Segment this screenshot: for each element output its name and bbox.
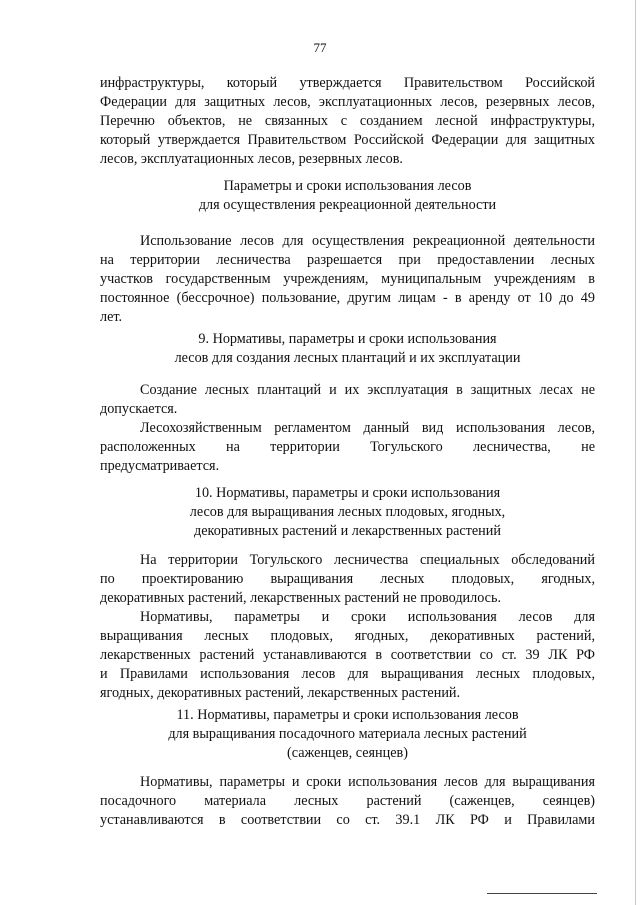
- text-line: расположенных на территории Тогульского лесничества, не: [100, 439, 595, 455]
- section-body-recreation: [100, 232, 595, 327]
- text-line: Нормативы, параметры и сроки использования лесов для выращивания: [140, 774, 595, 790]
- text-line: лет.: [100, 309, 123, 325]
- text-line: Создание лесных плантаций и их эксплуатация в защитных лесах не: [140, 382, 595, 398]
- section-body-11: [100, 773, 595, 830]
- text-line: Федерации для защитных лесов, эксплуатационных лесов, резервных лесов,: [100, 94, 595, 110]
- section-body-9: [100, 381, 595, 476]
- heading-line: Параметры и сроки использования лесов: [223, 178, 472, 194]
- text-line: Перечню объектов, не связанных с созданием лесной инфраструктуры,: [100, 113, 595, 129]
- text-line: посадочного материала лесных растений (саженцев, сеянцев): [100, 793, 595, 809]
- text-line: декоративных растений, лекарственных растений не проводилось.: [100, 590, 501, 606]
- text-line: участков государственным учреждениям, муниципальным учреждениям в: [100, 271, 595, 287]
- section-heading-11: [100, 706, 595, 763]
- section-heading-10: [100, 484, 595, 541]
- heading-line: 11. Нормативы, параметры и сроки использования лесов: [176, 707, 519, 723]
- heading-line: для выращивания посадочного материала лесных растений: [168, 726, 527, 742]
- text-line: и Правилами использования лесов для выращивания лесных плодовых,: [100, 666, 595, 682]
- intro-paragraph: [100, 74, 595, 169]
- text-line: ягодных, декоративных растений, лекарственных растений.: [100, 685, 461, 701]
- text-line: Использование лесов для осуществления рекреационной деятельности: [140, 233, 595, 249]
- heading-line: (саженцев, сеянцев): [287, 745, 408, 761]
- section-heading-9: [100, 330, 595, 368]
- text-line: постоянное (бессрочное) пользование, другим лицам - в аренду от 10 до 49: [100, 290, 595, 306]
- heading-line: для осуществления рекреационной деятельности: [198, 197, 497, 213]
- heading-line: лесов для создания лесных плантаций и их эксплуатации: [174, 350, 521, 366]
- heading-line: декоративных растений и лекарственных растений: [194, 523, 501, 539]
- text-line: устанавливаются в соответствии со ст. 39.1 ЛК РФ и Правилами: [100, 812, 595, 828]
- text-line: лекарственных растений устанавливаются в соответствии со ст. 39 ЛК РФ: [100, 647, 595, 663]
- scan-edge-line: [635, 0, 636, 905]
- section-body-10: [100, 551, 595, 703]
- heading-line: лесов для выращивания лесных плодовых, ягодных,: [189, 504, 506, 520]
- text-line: Нормативы, параметры и сроки использования лесов для: [140, 609, 595, 625]
- text-line: Лесохозяйственным регламентом данный вид использования лесов,: [140, 420, 595, 436]
- heading-line: 10. Нормативы, параметры и сроки использования: [194, 485, 501, 501]
- page-number: 77: [313, 40, 327, 55]
- text-line: инфраструктуры, который утверждается Правительством Российской: [100, 75, 595, 91]
- text-line: предусматривается.: [100, 458, 220, 474]
- section-heading-recreation: [100, 177, 595, 215]
- text-line: по проектированию выращивания лесных плодовых, ягодных,: [100, 571, 595, 587]
- text-line: На территории Тогульского лесничества специальных обследований: [140, 552, 595, 568]
- text-line: выращивания лесных плодовых, ягодных, декоративных растений,: [100, 628, 595, 644]
- text-line: допускается.: [100, 401, 178, 417]
- text-line: лесов, эксплуатационных лесов, резервных лесов.: [100, 151, 403, 167]
- text-line: который утверждается Правительством Российской Федерации для защитных: [100, 132, 595, 148]
- heading-line: 9. Нормативы, параметры и сроки использования: [198, 331, 497, 347]
- bottom-edge-mark: [487, 893, 597, 894]
- text-line: на территории лесничества разрешается при предоставлении лесных: [100, 252, 595, 268]
